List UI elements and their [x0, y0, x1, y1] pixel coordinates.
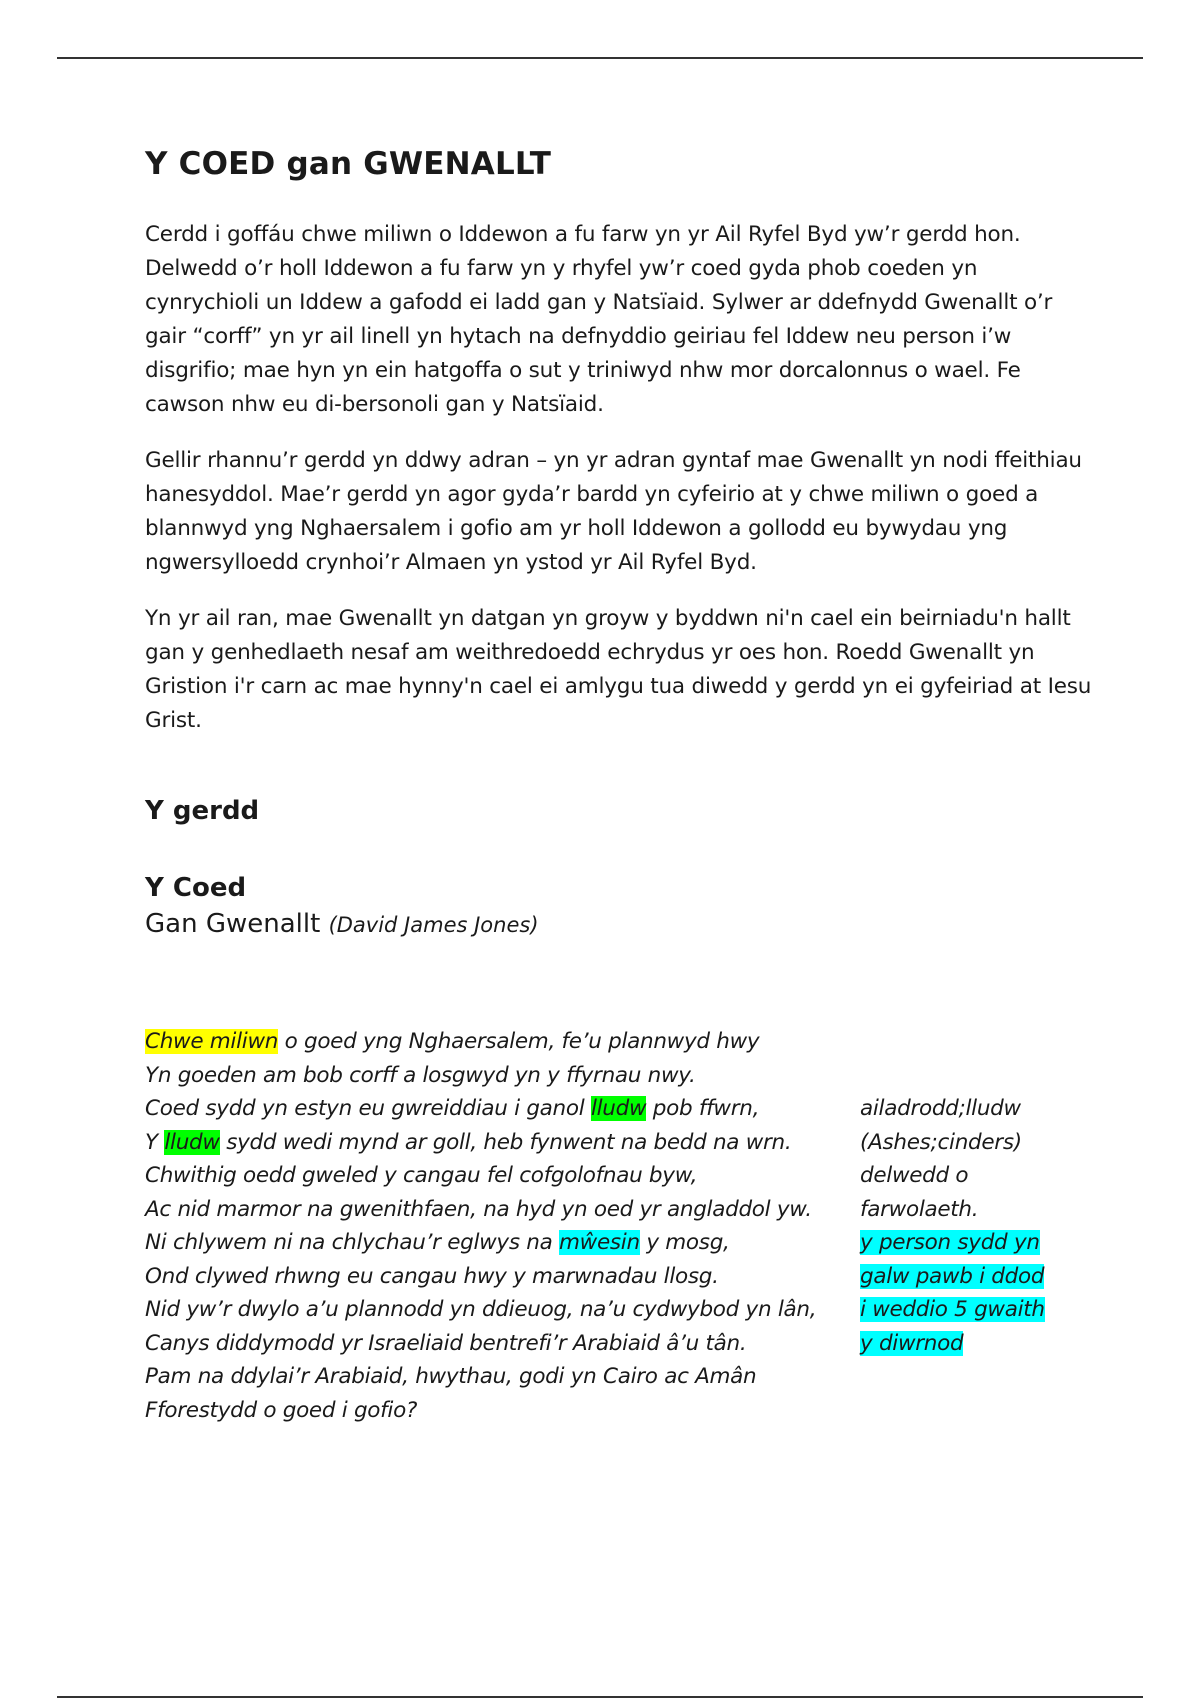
margin-note-line — [860, 1159, 1100, 1193]
margin-note-text: delwedd o — [860, 1163, 969, 1188]
highlighted-word: lludw — [590, 1096, 647, 1121]
document-body — [145, 146, 1095, 1445]
bottom-rule — [57, 1696, 1143, 1698]
highlighted-word: mŵesin — [559, 1230, 640, 1255]
margin-note-line — [860, 1126, 1100, 1160]
poem-title: Y Coed — [145, 873, 247, 903]
top-rule — [57, 57, 1143, 59]
poem-line-text: Ond clywed rhwng eu cangau hwy y marwnadau llosg. — [145, 1263, 719, 1289]
poem-line-text: Canys diddymodd yr Israeliaid bentrefi’r Arabiaid â’u tân. — [145, 1330, 747, 1356]
poem-line-text: o goed yng Nghaersalem, fe’u plannwyd hwy — [278, 1029, 760, 1054]
intro-paragraph-1: Cerdd i goffáu chwe miliwn o Iddewon a fu farw yn yr Ail Ryfel Byd yw’r gerdd hon. Delwedd o’r holl Iddewon a fu farw yn y rhyfel yw’r coed gyda phob coeden yn cynrychioli un Iddew a gafodd ei ladd gan y Natsïaid. Sylwer ar ddefnydd Gwenallt o’r gair “corff” yn yr ail linell yn hytach na defnyddio geiriau fel Iddew neu person i’w disgrifio; mae hyn yn ein hatgoffa o sut y triniwyd nhw mor dorcalonnus o wael. Fe cawson nhw eu di-bersonoli gan y Natsïaid. — [145, 222, 1053, 417]
poem-lines — [145, 1025, 845, 1427]
poem-line-text: Coed sydd yn estyn eu gwreiddiau i ganol — [145, 1096, 591, 1121]
margin-note-line — [860, 1293, 1100, 1327]
poem-line-text: Y — [145, 1129, 165, 1155]
margin-note-text: i weddio 5 gwaith — [860, 1297, 1045, 1322]
poem-line-text: Ni chlywem ni na chlychau’r eglwys na — [145, 1230, 560, 1255]
margin-note-line — [860, 1092, 1100, 1126]
margin-note-line — [860, 1193, 1100, 1227]
highlighted-word: Chwe miliwn — [145, 1029, 279, 1054]
poem-line-text: y mosg, — [639, 1230, 730, 1255]
poem-line — [145, 1193, 845, 1227]
poem-line-text: Yn goeden am bob corff a losgwyd yn y ffyrnau nwy. — [145, 1062, 696, 1088]
poem-line-text: Chwithig oedd gweled y cangau fel cofgolofnau byw, — [145, 1163, 698, 1188]
poem-line — [145, 1092, 845, 1126]
poem-line — [145, 1327, 845, 1361]
margin-note-text: (Ashes;cinders) — [860, 1129, 1022, 1155]
margin-notes — [860, 1092, 1100, 1360]
poem-line-text: Ac nid marmor na gwenithfaen, na hyd yn oed yr angladdol yw. — [145, 1196, 812, 1222]
poem-author-name: Gan Gwenallt — [145, 909, 321, 939]
poem-line — [145, 1293, 845, 1327]
highlighted-word: lludw — [164, 1129, 220, 1155]
poem-line — [145, 1360, 845, 1394]
poem-line-text: sydd wedi mynd ar goll, heb fynwent na bedd na wrn. — [219, 1129, 792, 1155]
poem-line — [145, 1025, 845, 1059]
margin-note-text: ailadrodd;lludw — [860, 1096, 1021, 1121]
margin-note-line — [860, 1260, 1100, 1294]
poem-line — [145, 1394, 845, 1428]
intro-paragraph-3: Yn yr ail ran, mae Gwenallt yn datgan yn groyw y byddwn ni'n cael ein beirniadu'n hallt gan y genhedlaeth nesaf am weithredoedd echrydus yr oes hon. Roedd Gwenallt yn Gristion i'r carn ac mae hynny'n cael ei amlygu tua diwedd y gerdd yn ei gyfeiriad at Iesu Grist. — [145, 606, 1092, 733]
margin-note-text: galw pawb i ddod — [860, 1263, 1045, 1289]
poem-line — [145, 1159, 845, 1193]
poem-line-text: Pam na ddylai’r Arabiaid, hwythau, godi yn Cairo ac Amân — [145, 1364, 757, 1389]
poem-block — [145, 1025, 1095, 1445]
poem-line — [145, 1126, 845, 1160]
poem-line — [145, 1226, 845, 1260]
poem-author-full-name: (David James Jones) — [328, 913, 539, 937]
margin-note-text: y person sydd yn — [860, 1230, 1040, 1255]
poem-line — [145, 1260, 845, 1294]
margin-note-text: farwolaeth. — [860, 1196, 979, 1222]
section-heading-poem: Y gerdd — [145, 796, 260, 826]
poem-line-text: Nid yw’r dwylo a’u plannodd yn ddieuog, na’u cydwybod yn lân, — [145, 1297, 817, 1322]
poem-author — [145, 906, 1095, 943]
poem-line — [145, 1059, 845, 1093]
margin-note-text: y diwrnod — [860, 1330, 964, 1356]
poem-line-text: Fforestydd o goed i gofio? — [145, 1397, 418, 1423]
intro-paragraph-2: Gellir rhannu’r gerdd yn ddwy adran – yn yr adran gyntaf mae Gwenallt yn nodi ffeithiau hanesyddol. Mae’r gerdd yn agor gyda’r bardd yn cyfeirio at y chwe miliwn o goed a blannwyd yng Nghaersalem i gofio am yr holl Iddewon a gollodd eu bywydau yng ngwersylloedd crynhoi’r Almaen yn ystod yr Ail Ryfel Byd. — [145, 448, 1082, 575]
poem-line-text: pob ffwrn, — [646, 1096, 760, 1121]
document-title: Y COED gan GWENALLT — [145, 146, 552, 182]
margin-note-line — [860, 1226, 1100, 1260]
margin-note-line — [860, 1327, 1100, 1361]
